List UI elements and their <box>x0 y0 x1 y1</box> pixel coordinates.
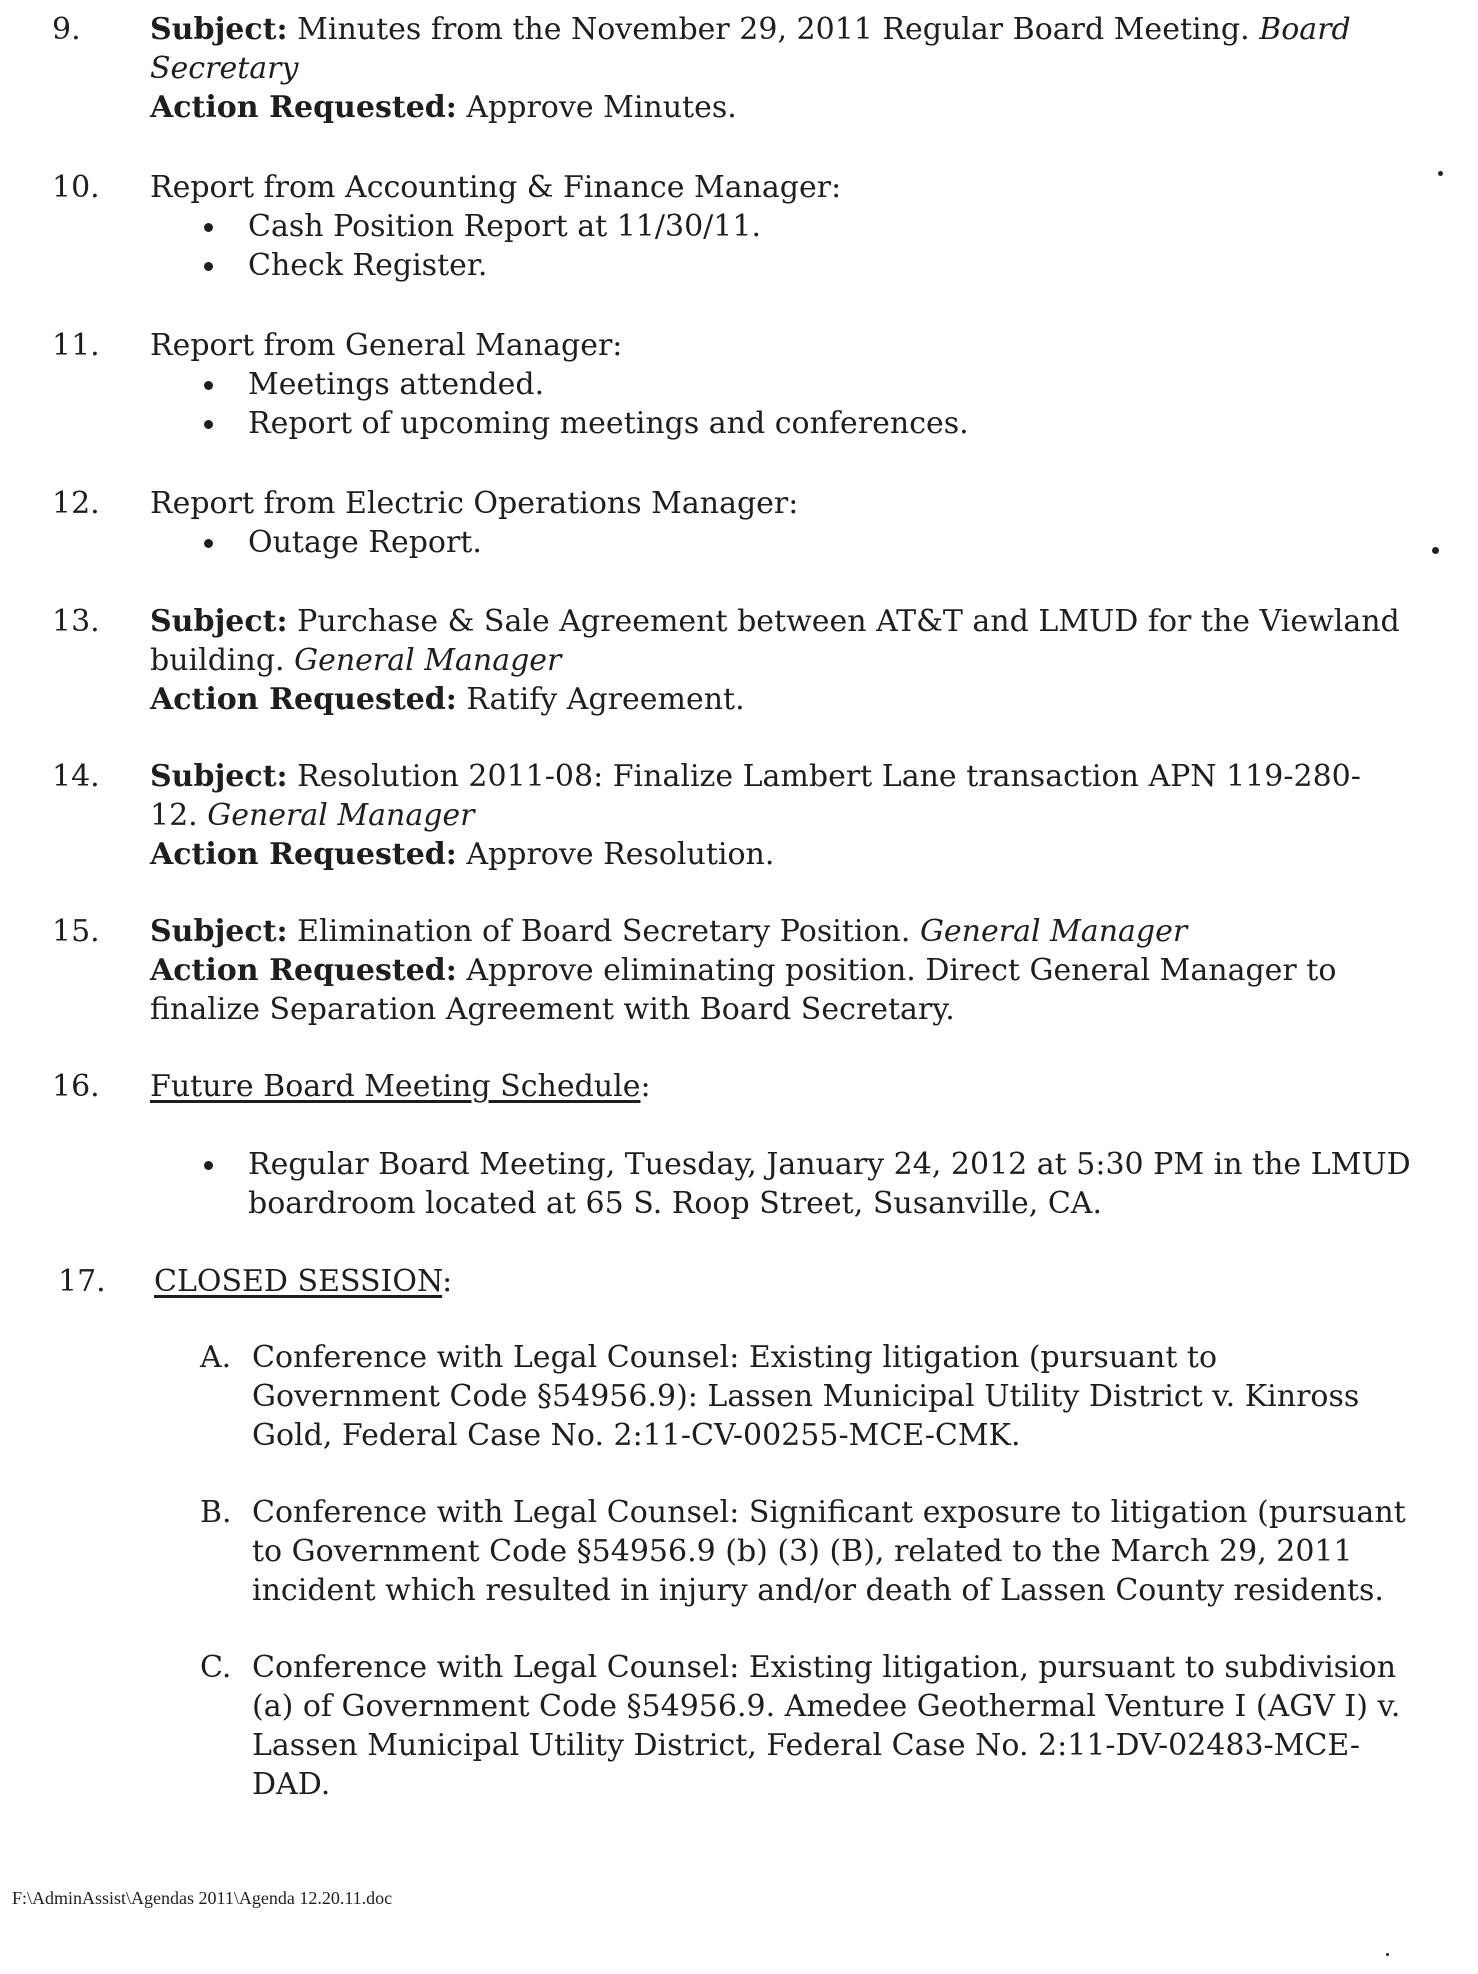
action-label: Action Requested: <box>150 682 457 717</box>
subitem-line: Conference with Legal Counsel: Significant exposure to litigation (pursuant <box>252 1495 1406 1530</box>
subject-text-cont: 12. <box>150 798 198 833</box>
list-item: Report of upcoming meetings and conferences. <box>150 404 1420 443</box>
list-item: Check Register. <box>150 246 1420 285</box>
action-label: Action Requested: <box>150 953 457 988</box>
subitem-line: (a) of Government Code §54956.9. Amedee Geothermal Venture I (AGV I) v. <box>252 1689 1401 1724</box>
scan-speck <box>1432 547 1439 554</box>
report-heading: Report from General Manager: <box>150 328 623 363</box>
bullet-list <box>150 523 1420 562</box>
item-number: 10. <box>52 170 100 205</box>
bullet-icon <box>204 381 213 390</box>
subject-text: Minutes from the November 29, 2011 Regular Board Meeting. <box>297 12 1250 47</box>
heading-colon: : <box>640 1069 651 1104</box>
bullet-icon <box>204 262 213 271</box>
subject-label: Subject: <box>150 604 288 639</box>
subitem-line: Government Code §54956.9): Lassen Municipal Utility District v. Kinross <box>252 1379 1360 1414</box>
subject-label: Subject: <box>150 12 288 47</box>
report-heading: Report from Accounting & Finance Manager: <box>150 170 842 205</box>
report-heading: Report from Electric Operations Manager: <box>150 486 799 521</box>
subitem-letter: A. <box>200 1340 232 1375</box>
subitem-line: to Government Code §54956.9 (b) (3) (B), related to the March 29, 2011 <box>252 1534 1353 1569</box>
bullet-list <box>150 365 1420 443</box>
heading-colon: : <box>442 1264 453 1299</box>
document-file-path: F:\AdminAssist\Agendas 2011\Agenda 12.20.11.doc <box>12 1888 393 1908</box>
item-number: 15. <box>52 914 100 949</box>
action-label: Action Requested: <box>150 837 457 872</box>
subject-text: Resolution 2011-08: Finalize Lambert Lane transaction APN 119-280- <box>297 759 1361 794</box>
list-item: Cash Position Report at 11/30/11. <box>150 207 1420 246</box>
subitem-line: Lassen Municipal Utility District, Federal Case No. 2:11-DV-02483-MCE- <box>252 1728 1360 1763</box>
subject-text: Purchase & Sale Agreement between AT&T and LMUD for the Viewland <box>297 604 1400 639</box>
scan-speck <box>1386 1953 1389 1956</box>
subject-presenter: General Manager <box>207 798 475 833</box>
item-number: 16. <box>52 1069 100 1104</box>
item-number: 13. <box>52 604 100 639</box>
bullet-icon <box>204 539 213 548</box>
item-number: 11. <box>52 328 100 363</box>
subject-presenter: General Manager <box>919 914 1188 949</box>
subject-label: Subject: <box>150 914 288 949</box>
bullet-list <box>150 207 1420 285</box>
subitem-line: Conference with Legal Counsel: Existing litigation, pursuant to subdivision <box>252 1650 1397 1685</box>
item-number: 17. <box>58 1264 106 1299</box>
bullet-icon <box>204 420 213 429</box>
section-heading: CLOSED SESSION <box>154 1264 443 1299</box>
subitem-letter: C. <box>200 1650 232 1685</box>
action-text: Ratify Agreement. <box>466 682 745 717</box>
bullet-icon <box>204 223 213 232</box>
list-item: Regular Board Meeting, Tuesday, January 24, 2012 at 5:30 PM in the LMUD <box>150 1145 1420 1184</box>
subitem-line: DAD. <box>252 1767 331 1802</box>
list-item: Meetings attended. <box>150 365 1420 404</box>
section-heading: Future Board Meeting Schedule <box>150 1069 641 1104</box>
bullet-icon <box>204 1161 213 1170</box>
subject-text-cont: building. <box>150 643 285 678</box>
item-number: 14. <box>52 759 100 794</box>
action-text-cont: finalize Separation Agreement with Board Secretary. <box>150 992 955 1027</box>
item-number: 12. <box>52 486 100 521</box>
subitem-letter: B. <box>200 1495 232 1530</box>
subject-label: Subject: <box>150 759 288 794</box>
scan-speck <box>1438 171 1443 176</box>
subject-presenter-cont: Secretary <box>150 51 299 86</box>
action-text: Approve Resolution. <box>466 837 775 872</box>
item-number: 9. <box>52 12 81 47</box>
subject-text: Elimination of Board Secretary Position. <box>297 914 911 949</box>
bullet-list <box>150 1145 1420 1223</box>
subitem-line: incident which resulted in injury and/or death of Lassen County residents. <box>252 1573 1384 1608</box>
list-item-cont: boardroom located at 65 S. Roop Street, Susanville, CA. <box>248 1186 1103 1221</box>
subitem-line: Conference with Legal Counsel: Existing litigation (pursuant to <box>252 1340 1218 1375</box>
subject-presenter: General Manager <box>294 643 562 678</box>
subitem-line: Gold, Federal Case No. 2:11-CV-00255-MCE-CMK. <box>252 1418 1021 1453</box>
subject-presenter: Board <box>1259 12 1351 47</box>
action-label: Action Requested: <box>150 90 457 125</box>
action-text: Approve eliminating position. Direct General Manager to <box>466 953 1337 988</box>
list-item: Outage Report. <box>150 523 1420 562</box>
action-text: Approve Minutes. <box>466 90 737 125</box>
